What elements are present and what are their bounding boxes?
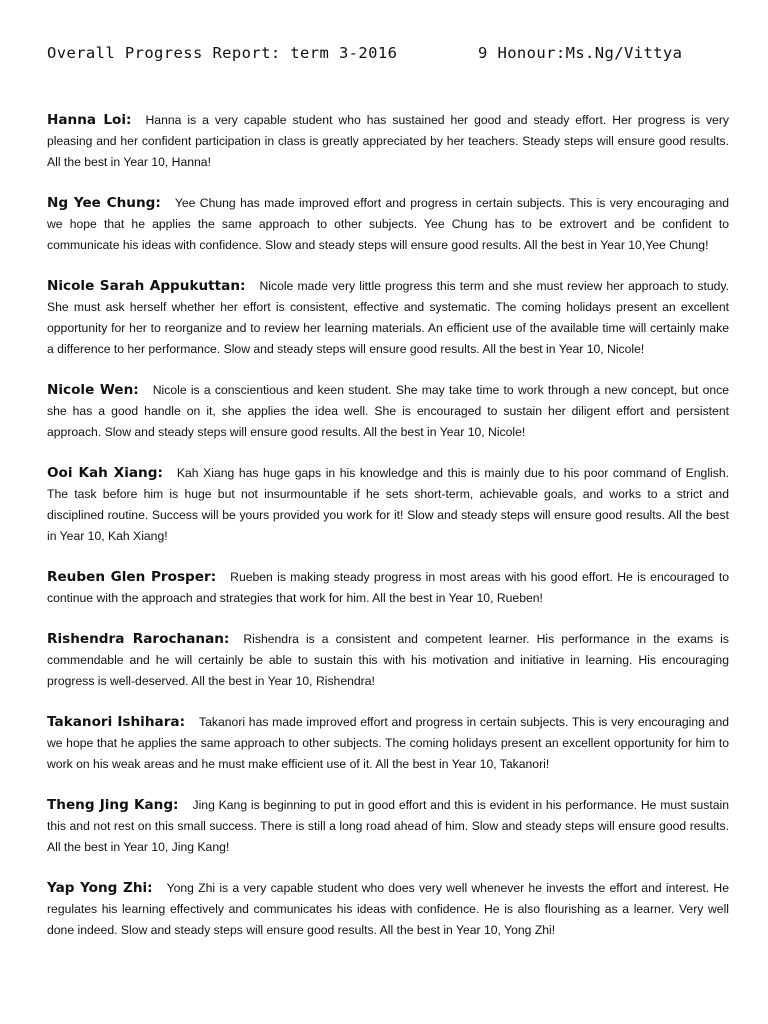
student-name: Hanna Loi:: [47, 112, 132, 128]
student-name: Rishendra Rarochanan:: [47, 631, 230, 647]
student-entry: [47, 193, 729, 256]
student-comment: Takanori has made improved effort and progress in certain subjects. This is very encouraging and we hope that he applies the same approach to other subjects. The coming holidays present an excellent opportunity for him to work on his weak areas and he must make efficient use of it. All the best in Year 10, Takanori!: [47, 715, 730, 771]
student-name: Ng Yee Chung:: [47, 195, 161, 211]
student-name: Nicole Wen:: [47, 382, 139, 398]
student-name: Yap Yong Zhi:: [47, 880, 153, 896]
student-comment: Nicole is a conscientious and keen student. She may take time to work through a new concept, but once she has a good handle on it, she applies the idea well. She is encouraged to sustain her diligent effort and persistent approach. Slow and steady steps will ensure good results. All the best in Year 10, Nicole!: [47, 383, 730, 439]
student-name: Takanori Ishihara:: [47, 714, 186, 730]
student-name: Ooi Kah Xiang:: [47, 465, 163, 481]
student-name: Theng Jing Kang:: [47, 797, 179, 813]
student-comment: Rishendra is a consistent and competent learner. His performance in the exams is commendable and he will certainly be able to sustain this with his motivation and initiative in learning. His encouraging progress is well-deserved. All the best in Year 10, Rishendra!: [47, 632, 729, 688]
student-comment: Jing Kang is beginning to put in good effort and this is evident in his performance. He must sustain this and not rest on this small success. There is still a long road ahead of him. Slow and steady steps will ensure good results. All the best in Year 10, Jing Kang!: [47, 798, 729, 854]
student-entry: [47, 567, 729, 609]
student-comments: [47, 110, 729, 941]
report-header: [47, 44, 737, 68]
student-comment: Yong Zhi is a very capable student who does very well whenever he invests the effort and interest. He regulates his learning effectively and communicates his ideas with confidence. He is also flourishing as a learner. Very well done indeed. Slow and steady steps will ensure good results. All the best in Year 10, Yong Zhi!: [47, 881, 729, 937]
student-comment: Rueben is making steady progress in most areas with his good effort. He is encouraged to continue with the approach and strategies that work for him. All the best in Year 10, Rueben!: [47, 570, 729, 605]
class-teacher-label: 9 Honour:Ms.Ng/Vittya: [478, 44, 683, 62]
student-comment: Hanna is a very capable student who has sustained her good and steady effort. Her progress is very pleasing and her confident participation in class is greatly appreciated by her teachers. Steady steps will ensure good results. All the best in Year 10, Hanna!: [47, 113, 729, 169]
student-entry: [47, 110, 729, 173]
report-title: Overall Progress Report: term 3-2016: [47, 44, 398, 62]
student-entry: [47, 795, 729, 858]
student-entry: [47, 712, 729, 775]
student-name: Nicole Sarah Appukuttan:: [47, 278, 246, 294]
student-entry: [47, 463, 729, 547]
student-entry: [47, 878, 729, 941]
student-comment: Kah Xiang has huge gaps in his knowledge and this is mainly due to his poor command of English. The task before him is huge but not insurmountable if he sets short-term, achievable goals, and works to a strict and disciplined routine. Success will be yours provided you work for it! Slow and steady steps will ensure good results. All the best in Year 10, Kah Xiang!: [47, 466, 729, 543]
student-entry: [47, 276, 729, 360]
student-entry: [47, 629, 729, 692]
student-comment: Yee Chung has made improved effort and progress in certain subjects. This is very encouraging and we hope that he applies the same approach to other subjects. Yee Chung has to be extrovert and be confident to communicate his ideas with confidence. Slow and steady steps will ensure good results. All the best in Year 10,Yee Chung!: [47, 196, 729, 252]
student-comment: Nicole made very little progress this term and she must review her approach to study. She must ask herself whether her effort is consistent, effective and systematic. The coming holidays present an excellent opportunity for her to reorganize and to review her learning materials. An efficient use of the available time will certainly make a difference to her performance. Slow and steady steps will ensure good results. All the best in Year 10, Nicole!: [47, 279, 729, 356]
student-name: Reuben Glen Prosper:: [47, 569, 217, 585]
student-entry: [47, 380, 729, 443]
